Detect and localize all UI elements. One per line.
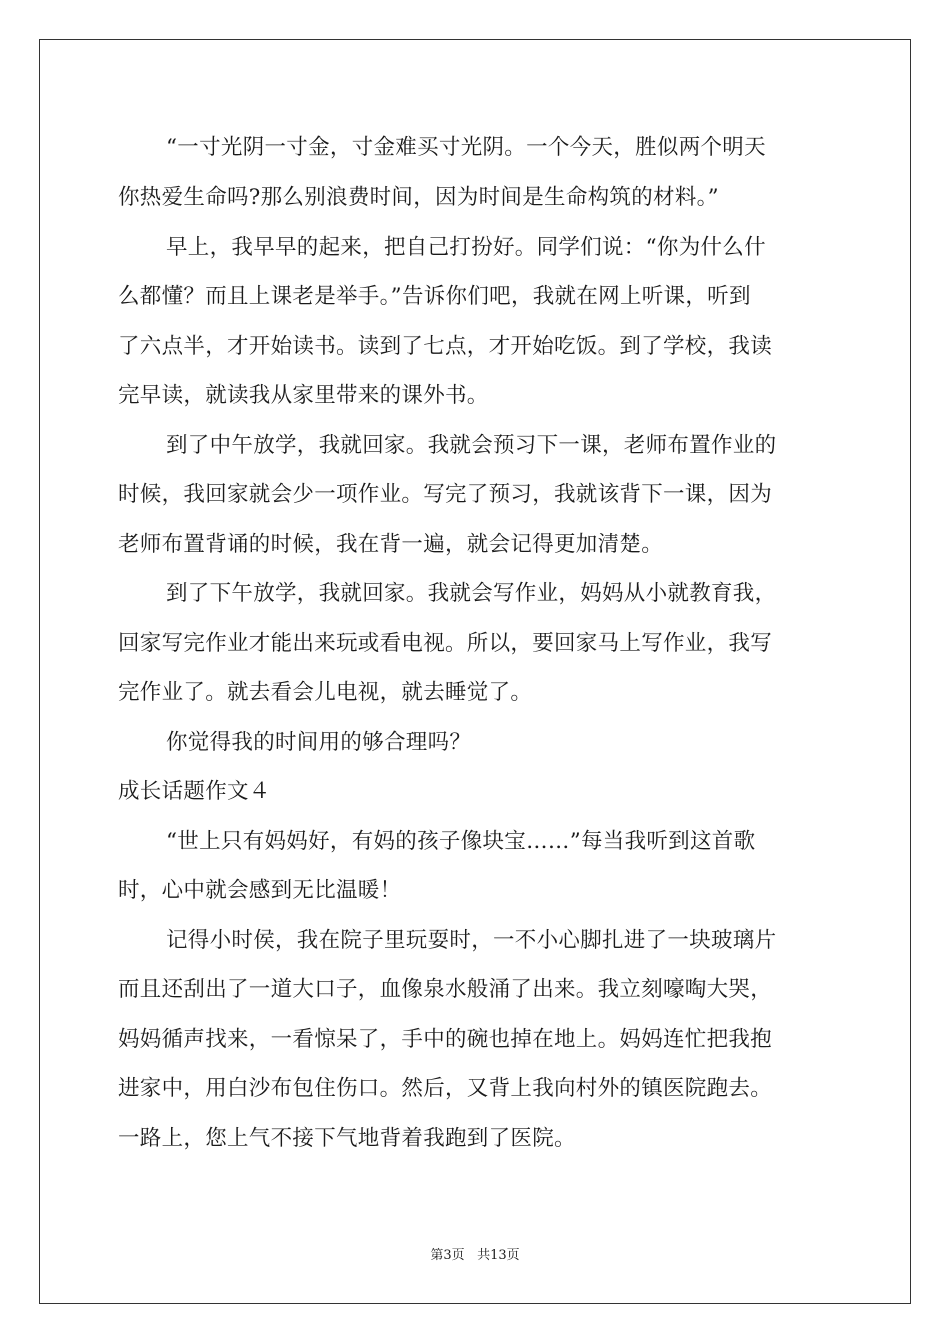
text-line: 你觉得我的时间用的够合理吗？ xyxy=(166,730,472,755)
text-line: 一路上，您上气不接下气地背着我跑到了医院。 xyxy=(118,1126,576,1151)
text-line: 回家写完作业才能出来玩或看电视。所以，要回家马上写作业，我写 xyxy=(118,631,773,656)
text-line: 记得小时侯，我在院子里玩耍时，一不小心脚扎进了一块玻璃片 xyxy=(166,928,777,953)
text-line: 早上，我早早的起来，把自己打扮好。同学们说：“你为什么什 xyxy=(166,235,766,260)
section-heading: 成长话题作文４ xyxy=(118,779,271,804)
text-line: 到了下午放学，我就回家。我就会写作业，妈妈从小就教育我， xyxy=(166,581,777,606)
text-line: 么都懂？而且上课老是举手。”告诉你们吧，我就在网上听课，听到 xyxy=(118,284,751,309)
text-line: 到了中午放学，我就回家。我就会预习下一课，老师布置作业的 xyxy=(166,433,777,458)
text-line: 完作业了。就去看会儿电视，就去睡觉了。 xyxy=(118,680,533,705)
text-line: 时候，我回家就会少一项作业。写完了预习，我就该背下一课，因为 xyxy=(118,482,773,507)
text-line: 完早读，就读我从家里带来的课外书。 xyxy=(118,383,489,408)
text-line: “世上只有妈妈好，有妈的孩子像块宝……”每当我听到这首歌 xyxy=(166,829,756,854)
page-footer xyxy=(0,1247,950,1265)
text-line: 时，心中就会感到无比温暖！ xyxy=(118,878,402,903)
text-line: 老师布置背诵的时候，我在背一遍，就会记得更加清楚。 xyxy=(118,532,664,557)
text-line: “一寸光阴一寸金，寸金难买寸光阴。一个今天，胜似两个明天 xyxy=(166,135,766,160)
text-line: 你热爱生命吗?那么别浪费时间，因为时间是生命构筑的材料。” xyxy=(118,185,719,210)
text-line: 了六点半，才开始读书。读到了七点，才开始吃饭。到了学校，我读 xyxy=(118,334,773,359)
page-number: 第3页 xyxy=(430,1248,465,1263)
text-line: 进家中，用白沙布包住伤口。然后，又背上我向村外的镇医院跑去。 xyxy=(118,1076,773,1101)
page-total: 共13页 xyxy=(477,1248,520,1263)
text-line: 妈妈循声找来，一看惊呆了，手中的碗也掉在地上。妈妈连忙把我抱 xyxy=(118,1027,773,1052)
text-line: 而且还刮出了一道大口子，血像泉水般涌了出来。我立刻嚎啕大哭， xyxy=(118,977,773,1002)
